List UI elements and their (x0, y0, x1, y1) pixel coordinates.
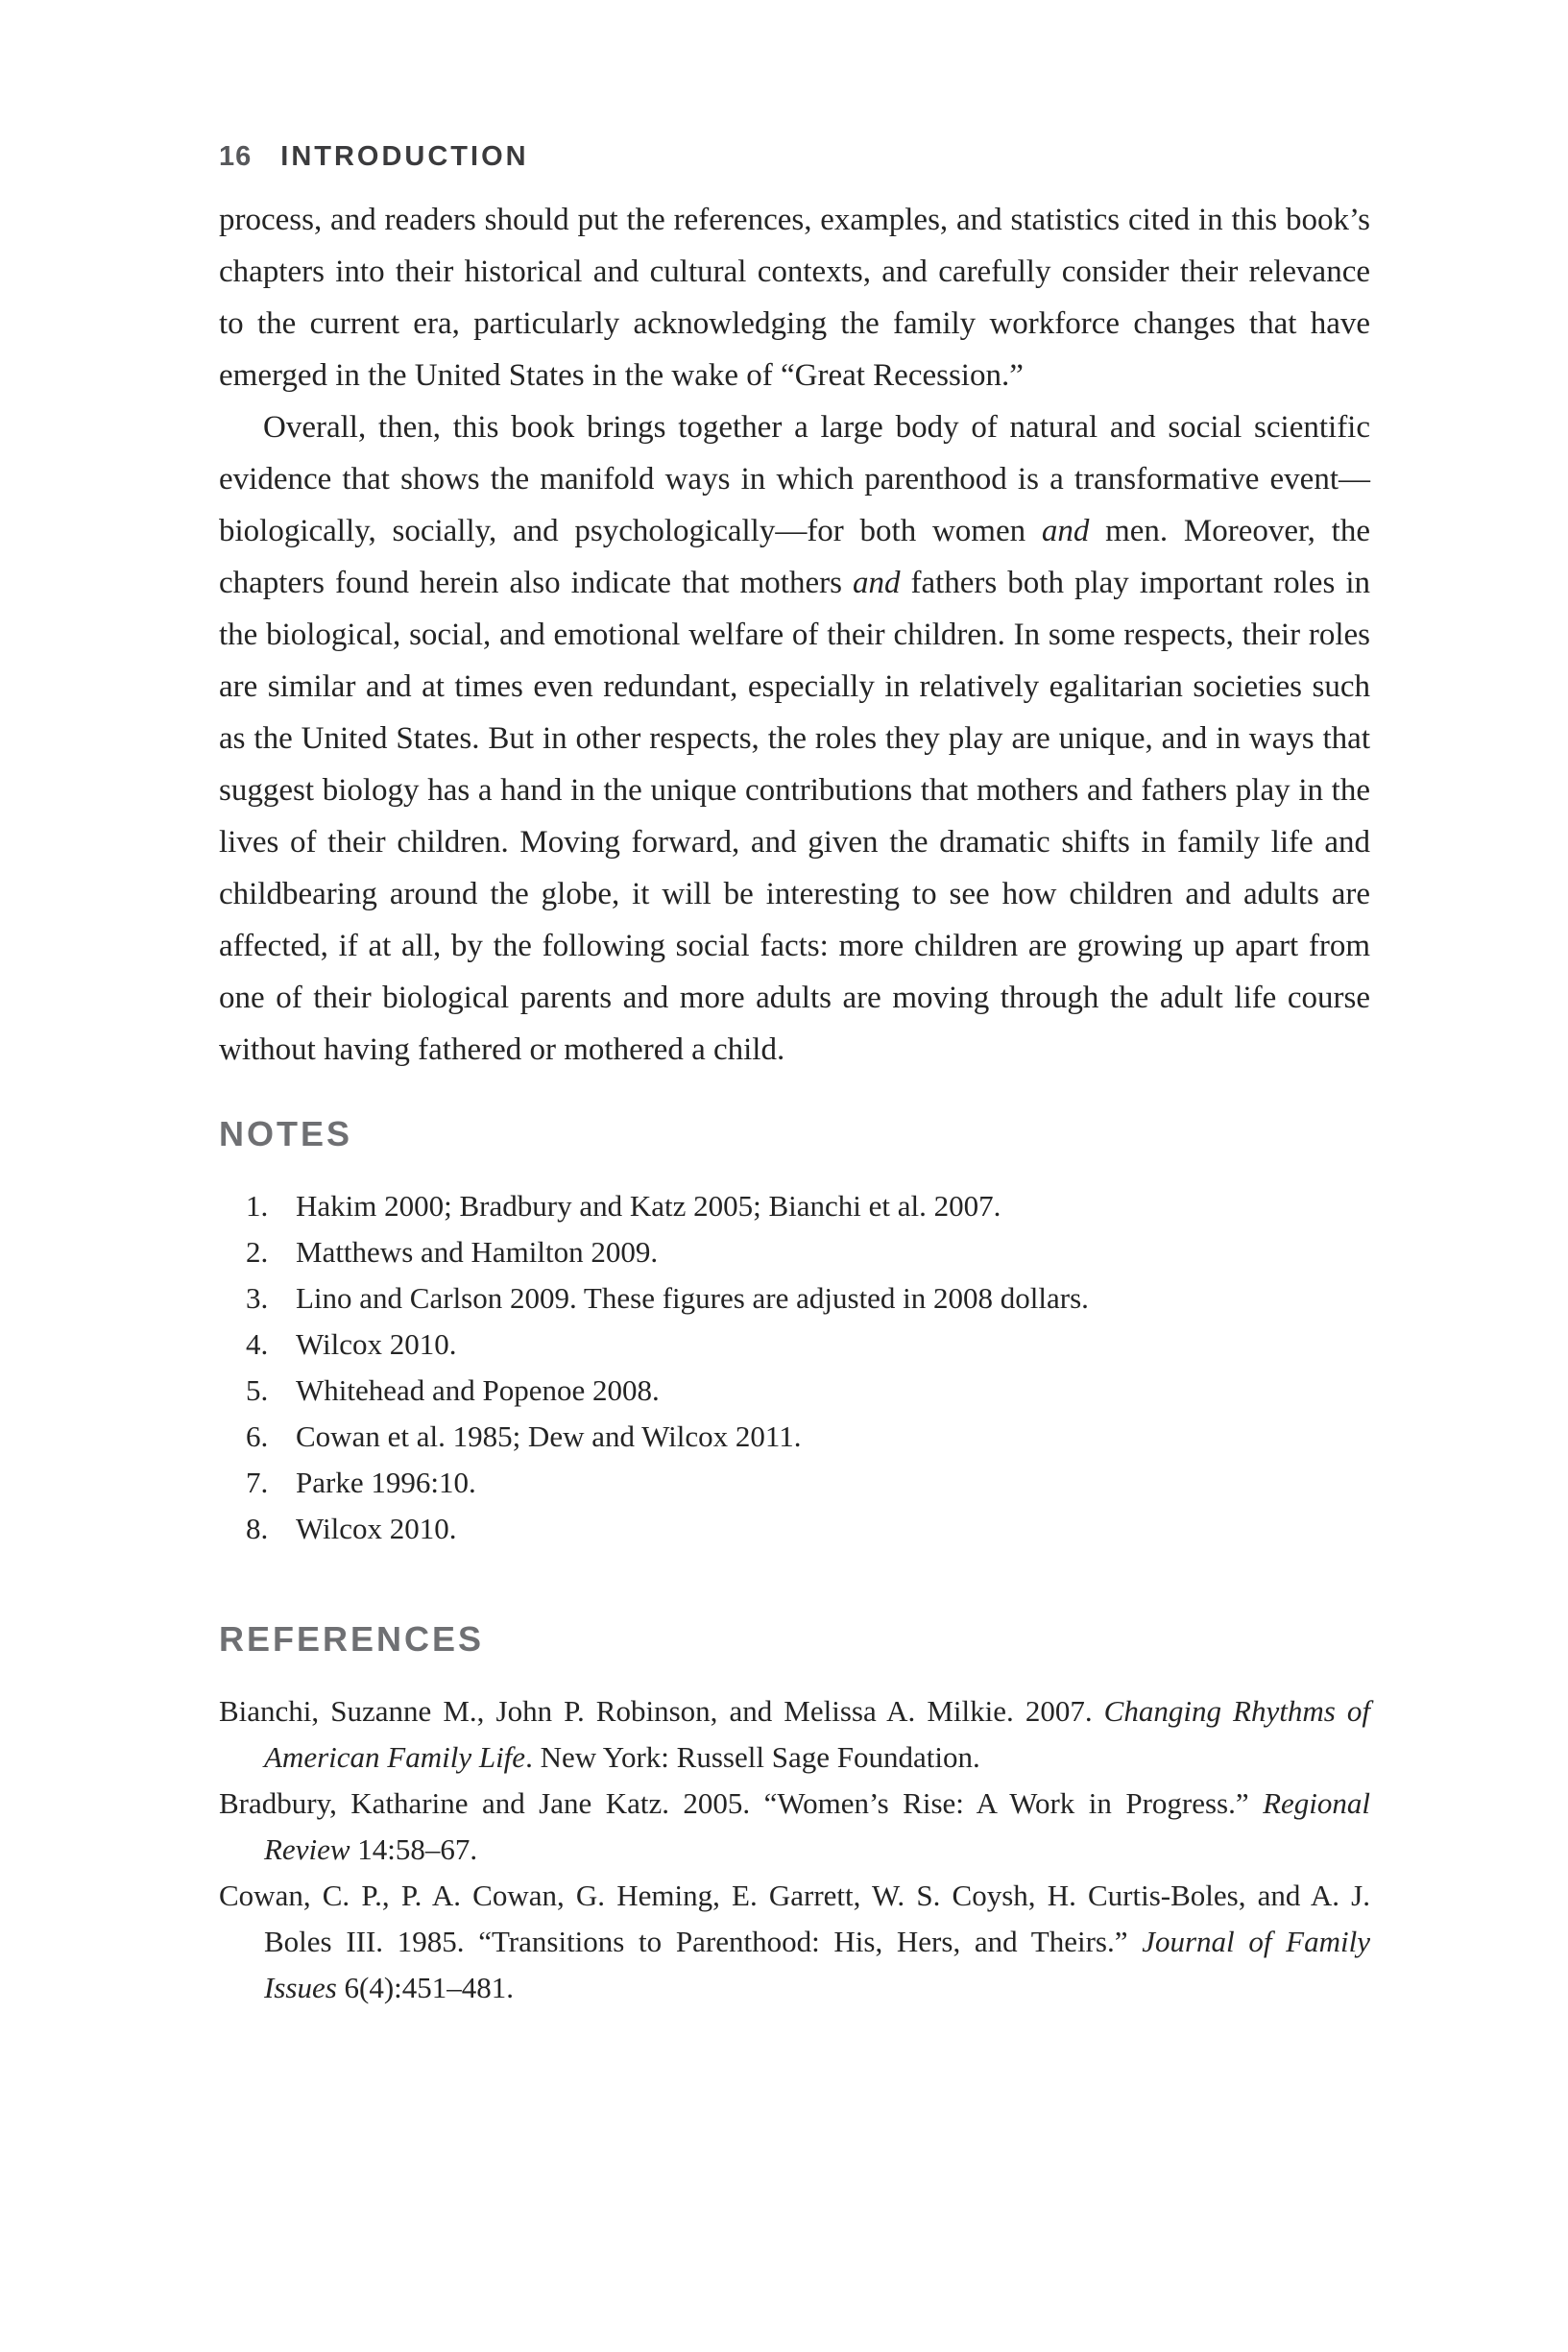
running-head-title: INTRODUCTION (280, 141, 529, 172)
note-number: 6. (246, 1418, 269, 1453)
running-header (219, 140, 1370, 173)
note-number: 3. (246, 1280, 269, 1315)
note-item (219, 1368, 1370, 1414)
note-text: Cowan et al. 1985; Dew and Wilcox 2011. (296, 1418, 802, 1453)
note-text: Wilcox 2010. (296, 1511, 457, 1545)
page-number: 16 (219, 141, 253, 172)
note-text: Hakim 2000; Bradbury and Katz 2005; Bianchi et al. 2007. (296, 1188, 1001, 1223)
note-text: Lino and Carlson 2009. These figures are adjusted in 2008 dollars. (296, 1280, 1089, 1315)
note-item (219, 1321, 1370, 1368)
note-text: Whitehead and Popenoe 2008. (296, 1372, 660, 1407)
body-text (219, 194, 1370, 1076)
reference-item: Cowan, C. P., P. A. Cowan, G. Heming, E. Garrett, W. S. Coysh, H. Curtis-Boles, and A. J. Boles III. 1985. “Transitions to Parenthood: His, Hers, and Theirs.” Journal of Family Issues 6(4):451–481. (219, 1878, 1370, 2004)
note-item (219, 1506, 1370, 1552)
note-item (219, 1460, 1370, 1506)
note-item (219, 1414, 1370, 1460)
note-number: 8. (246, 1511, 269, 1545)
note-item (219, 1275, 1370, 1321)
note-item (219, 1229, 1370, 1275)
note-item (219, 1183, 1370, 1229)
note-text: Wilcox 2010. (296, 1326, 457, 1361)
note-number: 5. (246, 1372, 269, 1407)
note-text: Parke 1996:10. (296, 1465, 476, 1499)
reference-item: Bianchi, Suzanne M., John P. Robinson, and Melissa A. Milkie. 2007. Changing Rhythms of American Family Life. New York: Russell Sage Foundation. (219, 1693, 1370, 1774)
reference-item: Bradbury, Katharine and Jane Katz. 2005. “Women’s Rise: A Work in Progress.” Regional Review 14:58–67. (219, 1785, 1370, 1866)
note-number: 2. (246, 1234, 269, 1269)
paragraph: process, and readers should put the references, examples, and statistics cited in this book’s chapters into their historical and cultural contexts, and carefully consider their relevance to the current era, particularly acknowledging the family workforce changes that have emerged in the United States in the wake of “Great Recession.” (219, 203, 1370, 393)
paragraph: Overall, then, this book brings together a large body of natural and social scientific evidence that shows the manifold ways in which parenthood is a transformative event—biologically, socially, and psychologically—for both women and men. Moreover, the chapters found herein also indicate that mothers and fathers both play important roles in the biological, social, and emotional welfare of their children. In some respects, their roles are similar and at times even redundant, especially in relatively egalitarian societies such as the United States. But in other respects, the roles they play are unique, and in ways that suggest biology has a hand in the unique contributions that mothers and fathers play in the lives of their children. Moving forward, and given the dramatic shifts in family life and childbearing around the globe, it will be interesting to see how children and adults are affected, if at all, by the following social facts: more children are growing up apart from one of their biological parents and more adults are moving through the adult life course without having fathered or mothered a child. (219, 410, 1370, 1067)
note-number: 7. (246, 1465, 269, 1499)
references-list (219, 1688, 1370, 2011)
notes-heading: NOTES (219, 1114, 353, 1153)
note-number: 1. (246, 1188, 269, 1223)
references-heading: REFERENCES (219, 1618, 485, 1659)
note-text: Matthews and Hamilton 2009. (296, 1234, 659, 1269)
notes-list (219, 1183, 1370, 1552)
note-number: 4. (246, 1326, 269, 1361)
